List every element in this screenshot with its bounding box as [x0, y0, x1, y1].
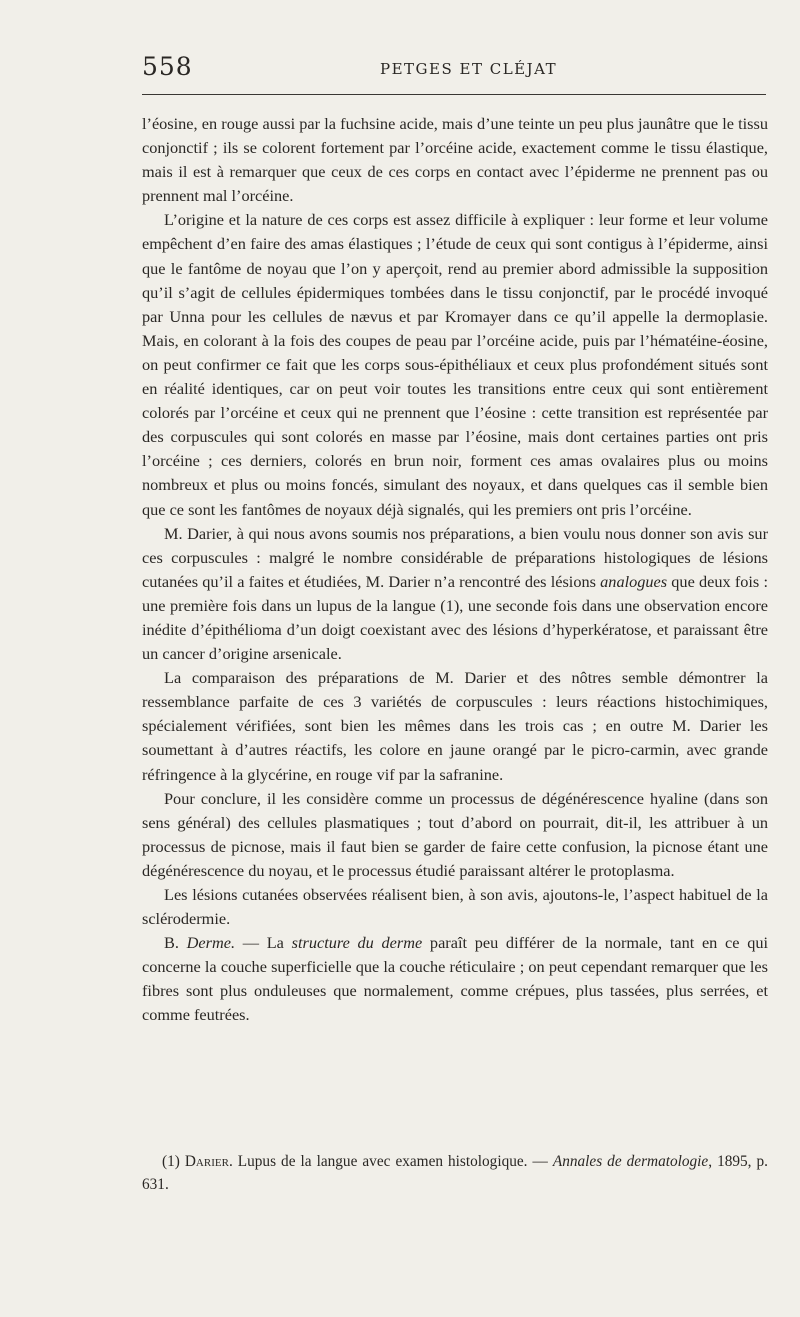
footnote-author: Darier — [184, 1153, 229, 1170]
section-heading: Derme. — [186, 933, 236, 953]
paragraph — [142, 522, 768, 667]
paragraph-text: M. Darier, à qui nous avons soumis nos préparations, a bien voulu nous donner son avis sur ces corpuscules : malgré le nombre considérable de préparations histologiques de lésions cutanées qu’il a faites et étudiées, M. Darier n’a rencontré des lésions — [142, 523, 768, 591]
paragraph — [142, 931, 768, 1027]
footnote-tail: , 1895, p. 631. — [142, 1153, 768, 1193]
italic-word: analogues — [600, 571, 668, 591]
header-rule — [142, 94, 766, 95]
page-header — [142, 52, 768, 92]
paragraph-text: que deux fois : une première fois dans un lupus de la langue (1), une seconde fois dans une observation encore inédite d’épithélioma d’un doigt coexistant avec des lésions d’hyperkératose, et paraissant être un cancer d’origine arsenicale. — [142, 571, 768, 664]
body-text — [142, 112, 768, 1028]
footnote-journal: Annales de dermatologie — [552, 1153, 709, 1170]
paragraph: L’origine et la nature de ces corps est assez difficile à expliquer : leur forme et leur volume empêchent d’en faire des amas élastiques ; l’étude de ceux qui sont contigus à l’épiderme, ainsi que le fantôme de noyau que l’on y aperçoit, rend au premier abord admissible la supposition qu’il s’agit de cellules épidermiques tombées dans le tissu conjonctif, par le procédé invoqué par Unna pour les cellules de nævus et par Kromayer dans ce qu’il appelle la dermoplasie. Mais, en colorant à la fois des coupes de peau par l’orcéine acide, puis par l’hématéine-éosine, on peut confirmer ce fait que les corps sous-épithéliaux et ceux plus profondément situés sont en réalité identiques, car on peut voir toutes les transitions entre ceux qui sont entièrement colorés par l’orcéine et ceux qui ne prennent que l’éosine : cette transition est représentée par des corpuscules qui sont colorés en masse par l’éosine, mais dont certaines parties ont pris l’orcéine ; ces derniers, colorés en brun noir, forment ces amas ovalaires plus ou moins nombreux et plus ou moins foncés, simulant des noyaux, et dans quelques cas il semble bien que ce sont les fantômes de noyaux déjà signalés, qui les premiers ont pris l’orcéine. — [142, 210, 768, 519]
paragraph: Pour conclure, il les considère comme un processus de dégénérescence hyaline (dans son sens général) des cellules plasmatiques ; tout d’abord on pourrait, dit-il, les attribuer à un processus de picnose, mais il faut bien se garder de faire cette confusion, la picnose étant une dégénérescence du noyau, et le processus étudié paraissant altérer le protoplasma. — [142, 788, 768, 880]
page-number: 558 — [142, 52, 193, 81]
paragraph: l’éosine, en rouge aussi par la fuchsine acide, mais d’une teinte un peu plus jaunâtre que le tissu conjonctif ; ils se colorent fortement par l’orcéine acide, exactement comme le tissu élastique, mais il est à remarquer que ceux de ces corps en contact avec l’épiderme ne prennent pas ou prennent mal l’orcéine. — [142, 114, 768, 206]
paragraph: La comparaison des préparations de M. Darier et des nôtres semble démontrer la ressemblance parfaite de ces 3 variétés de corpuscules : leurs réactions histochimiques, spécialement vérifiées, sont bien les mêmes dans les trois cas ; en outre M. Darier les soumettant à d’autres réactifs, les colore en jaune orangé par le picro-carmin, avec grande réfringence à la glycérine, en rouge vif par la safranine. — [142, 668, 768, 784]
italic-phrase: structure du derme — [291, 933, 423, 953]
footnote-marker: (1) — [162, 1153, 185, 1170]
paragraph-text: — La — [235, 933, 292, 953]
section-letter: B. — [164, 933, 187, 953]
paragraph-text: paraît peu différer de la normale, tant en ce qui concerne la couche superficielle que la couche réticulaire ; on peut cependant remarquer que les fibres sont plus onduleuses que normalement, comme crépues, plus tassées, plus serrées, et comme feutrées. — [142, 933, 768, 1025]
running-title: PETGES ET CLÉJAT — [380, 60, 558, 78]
footnote-text: . Lupus de la langue avec examen histologique. — — [228, 1153, 553, 1170]
paragraph: Les lésions cutanées observées réalisent bien, à son avis, ajoutons-le, l’aspect habituel de la sclérodermie. — [142, 885, 768, 929]
footnote — [142, 1150, 768, 1196]
